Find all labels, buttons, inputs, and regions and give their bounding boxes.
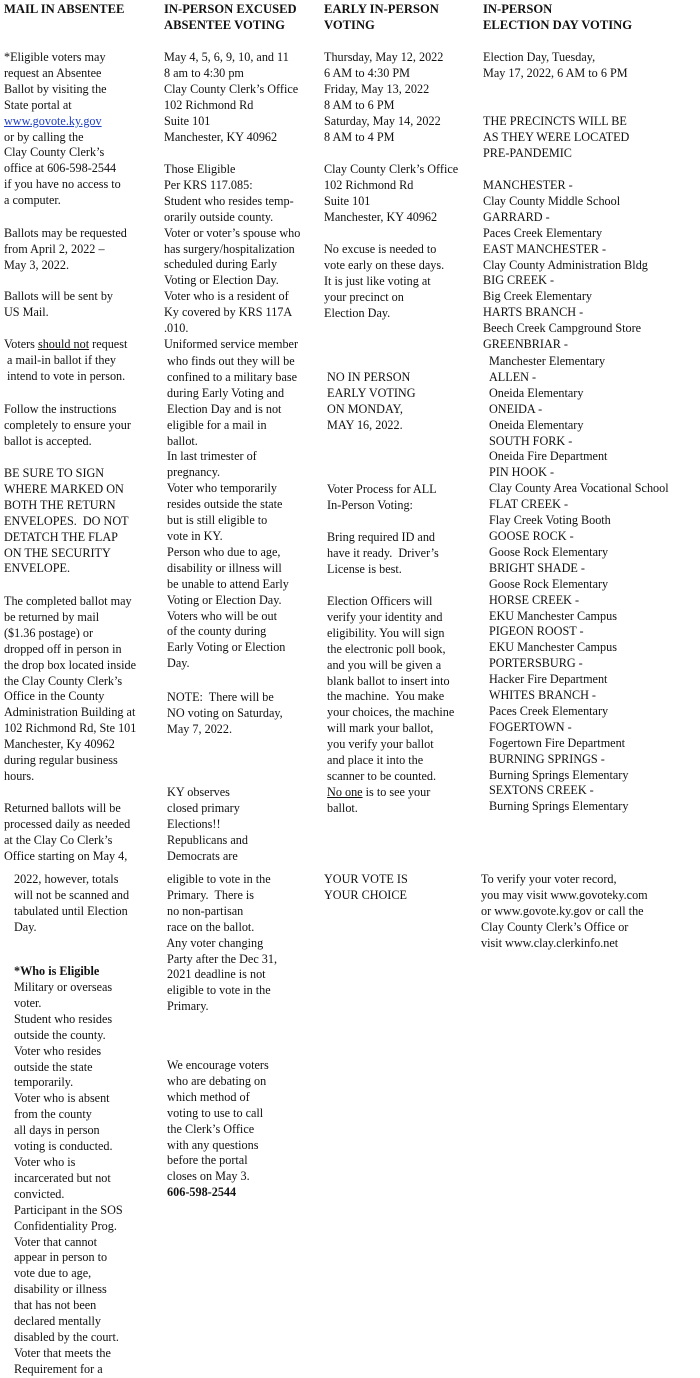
- eligibility-text: Those Eligible Per KRS 117.085: Student who resides temp- orarily outside county. Voter or voter’s spouse who has surgery/hospitalization scheduled during Early Voting or Election Day. Voter who is a resident of Ky covered by KRS 117A .010. Uniformed service member: [164, 162, 301, 351]
- early-voting-schedule: Thursday, May 12, 2022 6 AM to 4:30 PM Friday, May 13, 2022 8 AM to 6 PM Saturday, May 14, 2022 8 AM to 4 PM: [324, 50, 444, 144]
- election-officers-text: Election Officers will verify your identity and eligibility. You will sign the electronic poll book, and you will be given a blank ballot to insert into the machine. You make your choices, the machine will mark your ballot, you verify your ballot and place it into the scanner to be counted. No one is to see your ballot.: [327, 594, 455, 815]
- encourage-voters-text: We encourage voters who are debating on which method of voting to use to call the Clerk’s Office with any questions before the portal closes on May 3. 606-598-2544: [164, 1058, 269, 1200]
- sign-warning-text: BE SURE TO SIGN WHERE MARKED ON BOTH THE RETURN ENVELOPES. DO NOT DETATCH THE FLAP ON THE SECURITY ENVELOPE.: [4, 466, 129, 576]
- early-voting-location: Clay County Clerk’s Office 102 Richmond Rd Suite 101 Manchester, KY 40962: [324, 162, 459, 224]
- early-voting-heading: EARLY IN-PERSON VOTING: [324, 2, 439, 32]
- request-dates-text: Ballots may be requested from April 2, 2022 – May 3, 2022.: [4, 226, 127, 272]
- no-excuse-text: No excuse is needed to vote early on these days. It is just like voting at your precinct on Election Day.: [324, 242, 445, 320]
- precinct-list-continued: Manchester Elementary ALLEN - Oneida Elementary ONEIDA - Oneida Elementary SOUTH FORK - Oneida Fire Department PIN HOOK - Clay County Area Vocational School FLAT CREEK - Flay Creek Voting Booth GOOSE ROCK - Goose Rock Elementary BRIGHT SHADE - Goose Rock Elementary HORSE CREEK - EKU Manchester Campus PIGEON ROOST - EKU Manchester Campus PORTERSBURG - Hacker Fire Department WHITES BRANCH - Paces Creek Elementary FOGERTOWN - Fogertown Fire Department BURNING SPRINGS - Burning Springs Elementary SEXTONS CREEK - Burning Springs Elementary: [489, 354, 669, 814]
- closed-primary-text: KY observes closed primary Elections!! Republicans and Democrats are: [167, 785, 248, 863]
- voter-process-heading: Voter Process for ALL In-Person Voting:: [326, 482, 437, 512]
- excused-schedule-text: May 4, 5, 6, 9, 10, and 11 8 am to 4:30 pm Clay County Clerk’s Office 102 Richmond Rd Suite 101 Manchester, KY 40962: [164, 50, 299, 144]
- election-day-heading: IN-PERSON ELECTION DAY VOTING: [483, 2, 633, 32]
- precincts-notice: THE PRECINCTS WILL BE AS THEY WERE LOCATED PRE-PANDEMIC: [483, 114, 630, 160]
- processing-text: Returned ballots will be processed daily as needed at the Clay Co Clerk’s Office starting on May 4,: [4, 801, 131, 863]
- no-monday-voting-text: NO IN PERSON EARLY VOTING ON MONDAY, MAY 16, 2022.: [327, 370, 416, 432]
- clerk-phone-number: 606-598-2544: [164, 1185, 237, 1200]
- instructions-text: Follow the instructions completely to ensure your ballot is accepted.: [4, 402, 131, 448]
- precinct-list: MANCHESTER - Clay County Middle School GARRARD - Paces Creek Elementary EAST MANCHESTER - Clay County Administration Bldg BIG CREEK - Big Creek Elementary HARTS BRANCH - Beech Creek Campground Store GREENBRIAR -: [483, 178, 648, 352]
- return-ballot-text: The completed ballot may be returned by mail ($1.36 postage) or dropped off in person in the drop box located inside the Clay County Clerk’s Office in the County Administration Building at 102 Richmond Rd, Ste 101 Manchester, Ky 40962 during regular business hours.: [4, 594, 137, 783]
- who-is-eligible-heading: *Who is Eligible: [14, 964, 100, 978]
- excused-absentee-heading: IN-PERSON EXCUSED ABSENTEE VOTING: [164, 2, 297, 32]
- absentee-request-text: *Eligible voters may request an Absentee Ballot by visiting the State portal at www.govote.ky.gov or by calling the Clay County Clerk’s office at 606-598-2544 if you have no access to a computer.: [4, 50, 121, 208]
- bring-id-text: Bring required ID and have it ready. Driver’s License is best.: [327, 530, 439, 576]
- tabulation-text: 2022, however, totals will not be scanned and tabulated until Election Day.: [14, 872, 130, 934]
- eligibility-continued-text: who finds out they will be confined to a military base during Early Voting and Election Day and is not eligible for a mail in ballot. In last trimester of pregnancy. Voter who temporarily resides outside the state but is still eligible to vote in KY. Person who due to age, disability or illness will be unable to attend Early Voting or Election Day. Voters who will be out of the county during Early Voting or Election Day.: [166, 354, 298, 671]
- govote-link[interactable]: www.govote.ky.gov: [4, 113, 102, 128]
- verify-record-text: To verify your voter record, you may visit www.govoteky.com or www.govote.ky.gov or call the Clay County Clerk’s Office or visit www.clay.clerkinfo.net: [481, 872, 648, 950]
- election-day-schedule: Election Day, Tuesday, May 17, 2022, 6 AM to 6 PM: [483, 50, 628, 80]
- in-person-warning-text: Voters should not request a mail-in ballot if they intend to vote in person.: [4, 337, 128, 383]
- primary-eligibility-text: eligible to vote in the Primary. There is no non-partisan race on the ballot. Any voter changing Party after the Dec 31, 2021 deadline is not eligible to vote in the Primary.: [166, 872, 278, 1014]
- who-is-eligible-list: Military or overseas voter. Student who resides outside the county. Voter who resides outside the state temporarily. Voter who is absent from the county all days in person voting is conducted. Voter who is incarcerated but not convicted. Participant in the SOS Confidentiality Prog. Voter that cannot appear in person to vote due to age, disability or illness that has not been declared mentally disabled by the court. Voter that meets the Requirement for a: [14, 980, 123, 1376]
- your-vote-text: YOUR VOTE IS YOUR CHOICE: [324, 872, 408, 902]
- mail-in-absentee-heading: MAIL IN ABSENTEE: [4, 2, 125, 16]
- saturday-note-text: NOTE: There will be NO voting on Saturday, May 7, 2022.: [167, 690, 283, 736]
- mail-delivery-text: Ballots will be sent by US Mail.: [4, 289, 114, 319]
